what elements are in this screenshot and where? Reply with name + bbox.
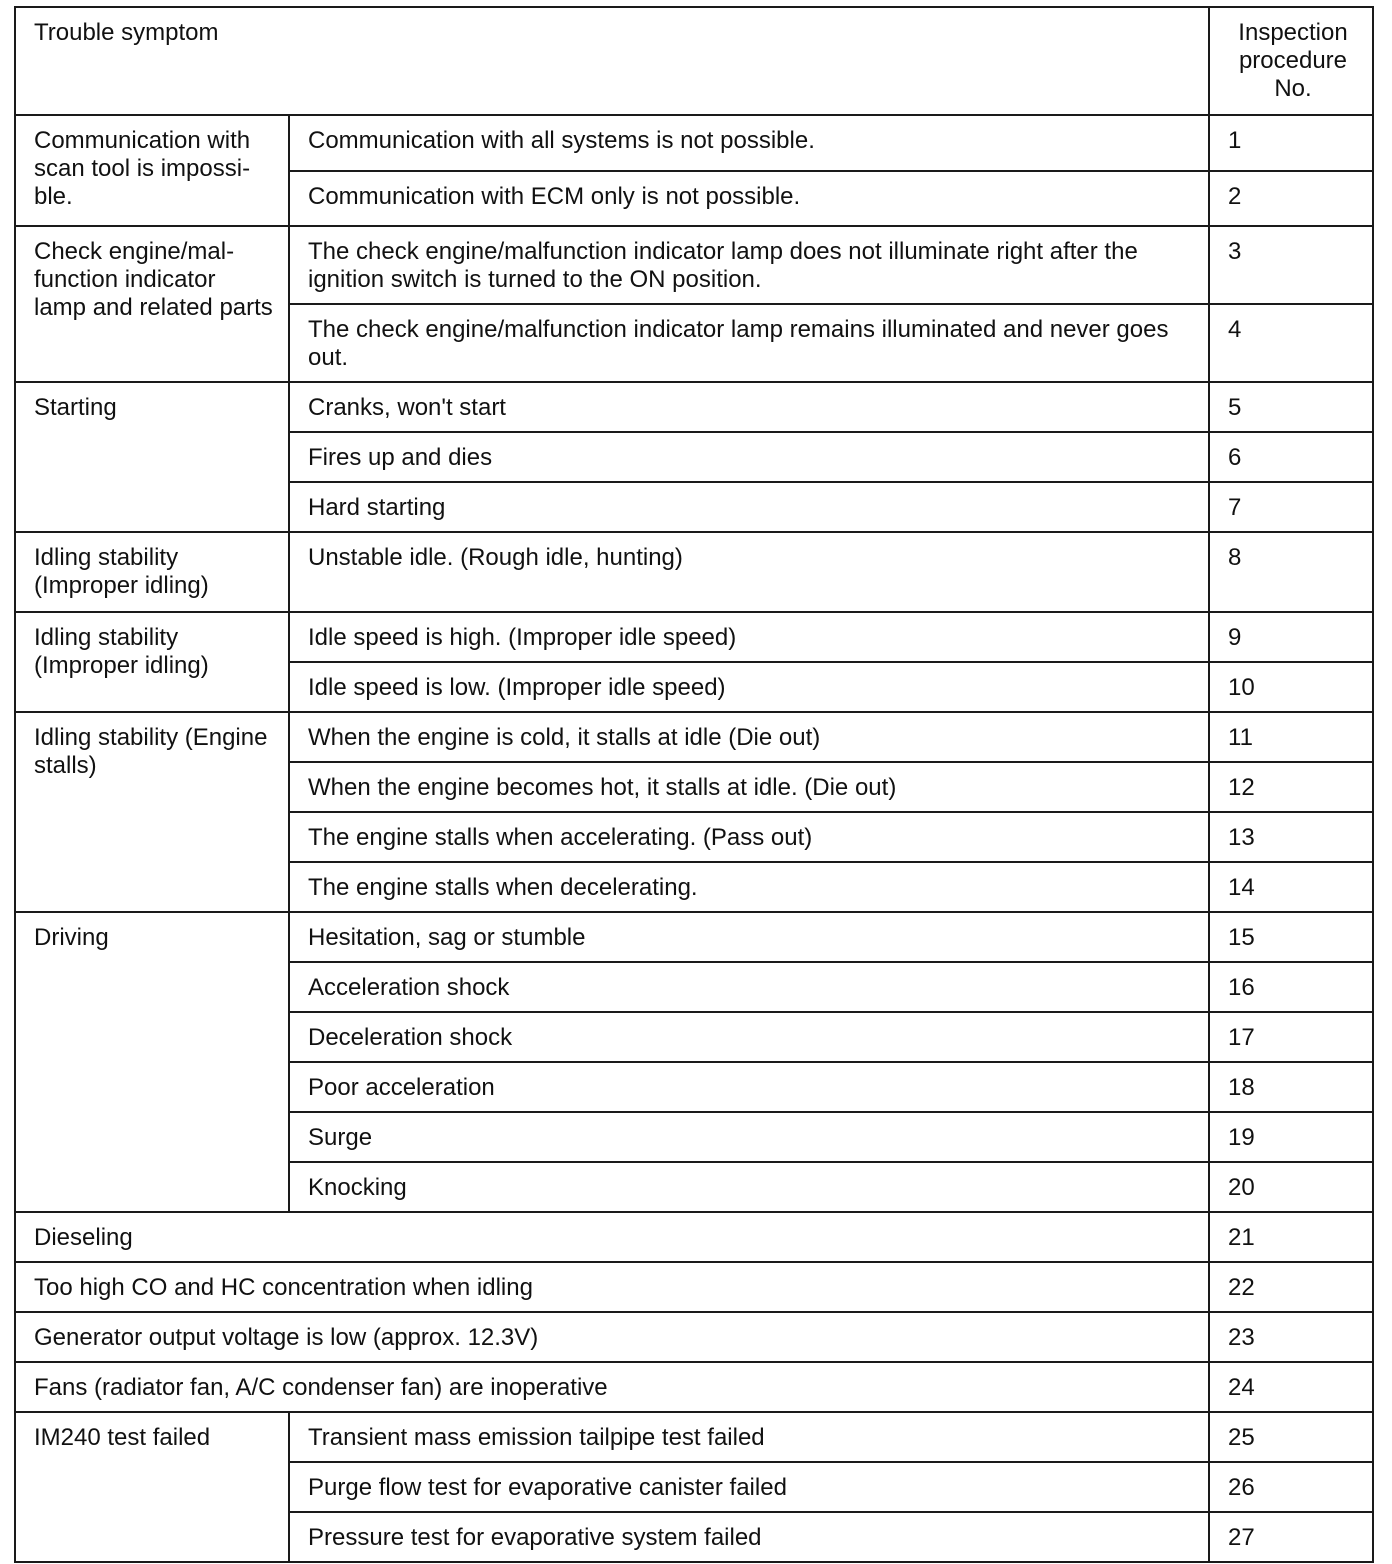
- table-header-row: [15, 7, 1373, 115]
- procedure-no-cell: 6: [1209, 432, 1373, 482]
- category-check-engine: Check engine/mal-function indicator lamp and related parts: [15, 226, 289, 382]
- symptom-cell: Idle speed is low. (Improper idle speed): [289, 662, 1209, 712]
- symptom-cell-full: Generator output voltage is low (approx. 12.3V): [15, 1312, 1209, 1362]
- category-im240: IM240 test failed: [15, 1412, 289, 1562]
- symptom-cell: Communication with all systems is not possible.: [289, 115, 1209, 171]
- symptom-cell-full: Too high CO and HC concentration when idling: [15, 1262, 1209, 1312]
- procedure-no-cell: 24: [1209, 1362, 1373, 1412]
- procedure-no-cell: 18: [1209, 1062, 1373, 1112]
- procedure-no-cell: 4: [1209, 304, 1373, 382]
- symptom-cell: Transient mass emission tailpipe test failed: [289, 1412, 1209, 1462]
- symptom-cell: The engine stalls when accelerating. (Pass out): [289, 812, 1209, 862]
- procedure-no-cell: 15: [1209, 912, 1373, 962]
- procedure-no-cell: 21: [1209, 1212, 1373, 1262]
- table-row: [15, 612, 1373, 662]
- procedure-no-cell: 13: [1209, 812, 1373, 862]
- table-row: [15, 1412, 1373, 1462]
- header-inspection-procedure-no: Inspection procedure No.: [1209, 7, 1373, 115]
- category-idling-improper: Idling stability (Improper idling): [15, 532, 289, 612]
- procedure-no-cell: 19: [1209, 1112, 1373, 1162]
- procedure-no-cell: 5: [1209, 382, 1373, 432]
- symptom-cell: The engine stalls when decelerating.: [289, 862, 1209, 912]
- symptom-cell: When the engine becomes hot, it stalls at idle. (Die out): [289, 762, 1209, 812]
- trouble-symptom-table: [14, 6, 1374, 1563]
- procedure-no-cell: 2: [1209, 171, 1373, 226]
- symptom-cell: Deceleration shock: [289, 1012, 1209, 1062]
- table-row: [15, 382, 1373, 432]
- symptom-cell: Surge: [289, 1112, 1209, 1162]
- procedure-no-cell: 12: [1209, 762, 1373, 812]
- symptom-cell: Unstable idle. (Rough idle, hunting): [289, 532, 1209, 612]
- procedure-no-cell: 11: [1209, 712, 1373, 762]
- procedure-no-cell: 9: [1209, 612, 1373, 662]
- table-row: [15, 912, 1373, 962]
- symptom-cell: The check engine/malfunction indicator lamp remains illuminated and never goes out.: [289, 304, 1209, 382]
- procedure-no-cell: 7: [1209, 482, 1373, 532]
- symptom-cell: Hard starting: [289, 482, 1209, 532]
- procedure-no-cell: 8: [1209, 532, 1373, 612]
- category-starting: Starting: [15, 382, 289, 532]
- table-row: [15, 115, 1373, 171]
- procedure-no-cell: 26: [1209, 1462, 1373, 1512]
- procedure-no-cell: 22: [1209, 1262, 1373, 1312]
- symptom-cell: Purge flow test for evaporative canister failed: [289, 1462, 1209, 1512]
- procedure-no-cell: 27: [1209, 1512, 1373, 1562]
- header-trouble-symptom: Trouble symptom: [15, 7, 1209, 115]
- symptom-cell: Hesitation, sag or stumble: [289, 912, 1209, 962]
- symptom-cell: Cranks, won't start: [289, 382, 1209, 432]
- procedure-no-cell: 1: [1209, 115, 1373, 171]
- category-communication: Communication with scan tool is impossi-ble.: [15, 115, 289, 226]
- symptom-cell: When the engine is cold, it stalls at idle (Die out): [289, 712, 1209, 762]
- procedure-no-cell: 3: [1209, 226, 1373, 304]
- procedure-no-cell: 20: [1209, 1162, 1373, 1212]
- procedure-no-cell: 23: [1209, 1312, 1373, 1362]
- symptom-cell: Idle speed is high. (Improper idle speed): [289, 612, 1209, 662]
- category-idling-stalls: Idling stability (Engine stalls): [15, 712, 289, 912]
- symptom-cell: Acceleration shock: [289, 962, 1209, 1012]
- procedure-no-cell: 16: [1209, 962, 1373, 1012]
- procedure-no-cell: 10: [1209, 662, 1373, 712]
- symptom-cell: Knocking: [289, 1162, 1209, 1212]
- procedure-no-cell: 14: [1209, 862, 1373, 912]
- procedure-no-cell: 25: [1209, 1412, 1373, 1462]
- procedure-no-cell: 17: [1209, 1012, 1373, 1062]
- symptom-cell: The check engine/malfunction indicator lamp does not illuminate right after the ignition switch is turned to the ON position.: [289, 226, 1209, 304]
- table-row: [15, 532, 1373, 612]
- symptom-cell: Fires up and dies: [289, 432, 1209, 482]
- symptom-cell-full: Fans (radiator fan, A/C condenser fan) are inoperative: [15, 1362, 1209, 1412]
- symptom-cell: Pressure test for evaporative system failed: [289, 1512, 1209, 1562]
- table-row: [15, 712, 1373, 762]
- table-row: [15, 1362, 1373, 1412]
- symptom-cell-full: Dieseling: [15, 1212, 1209, 1262]
- table-row: [15, 226, 1373, 304]
- symptom-cell: Communication with ECM only is not possible.: [289, 171, 1209, 226]
- table-row: [15, 1262, 1373, 1312]
- table-row: [15, 1212, 1373, 1262]
- category-driving: Driving: [15, 912, 289, 1212]
- table-row: [15, 1312, 1373, 1362]
- symptom-cell: Poor acceleration: [289, 1062, 1209, 1112]
- category-idling-improper-speed: Idling stability (Improper idling): [15, 612, 289, 712]
